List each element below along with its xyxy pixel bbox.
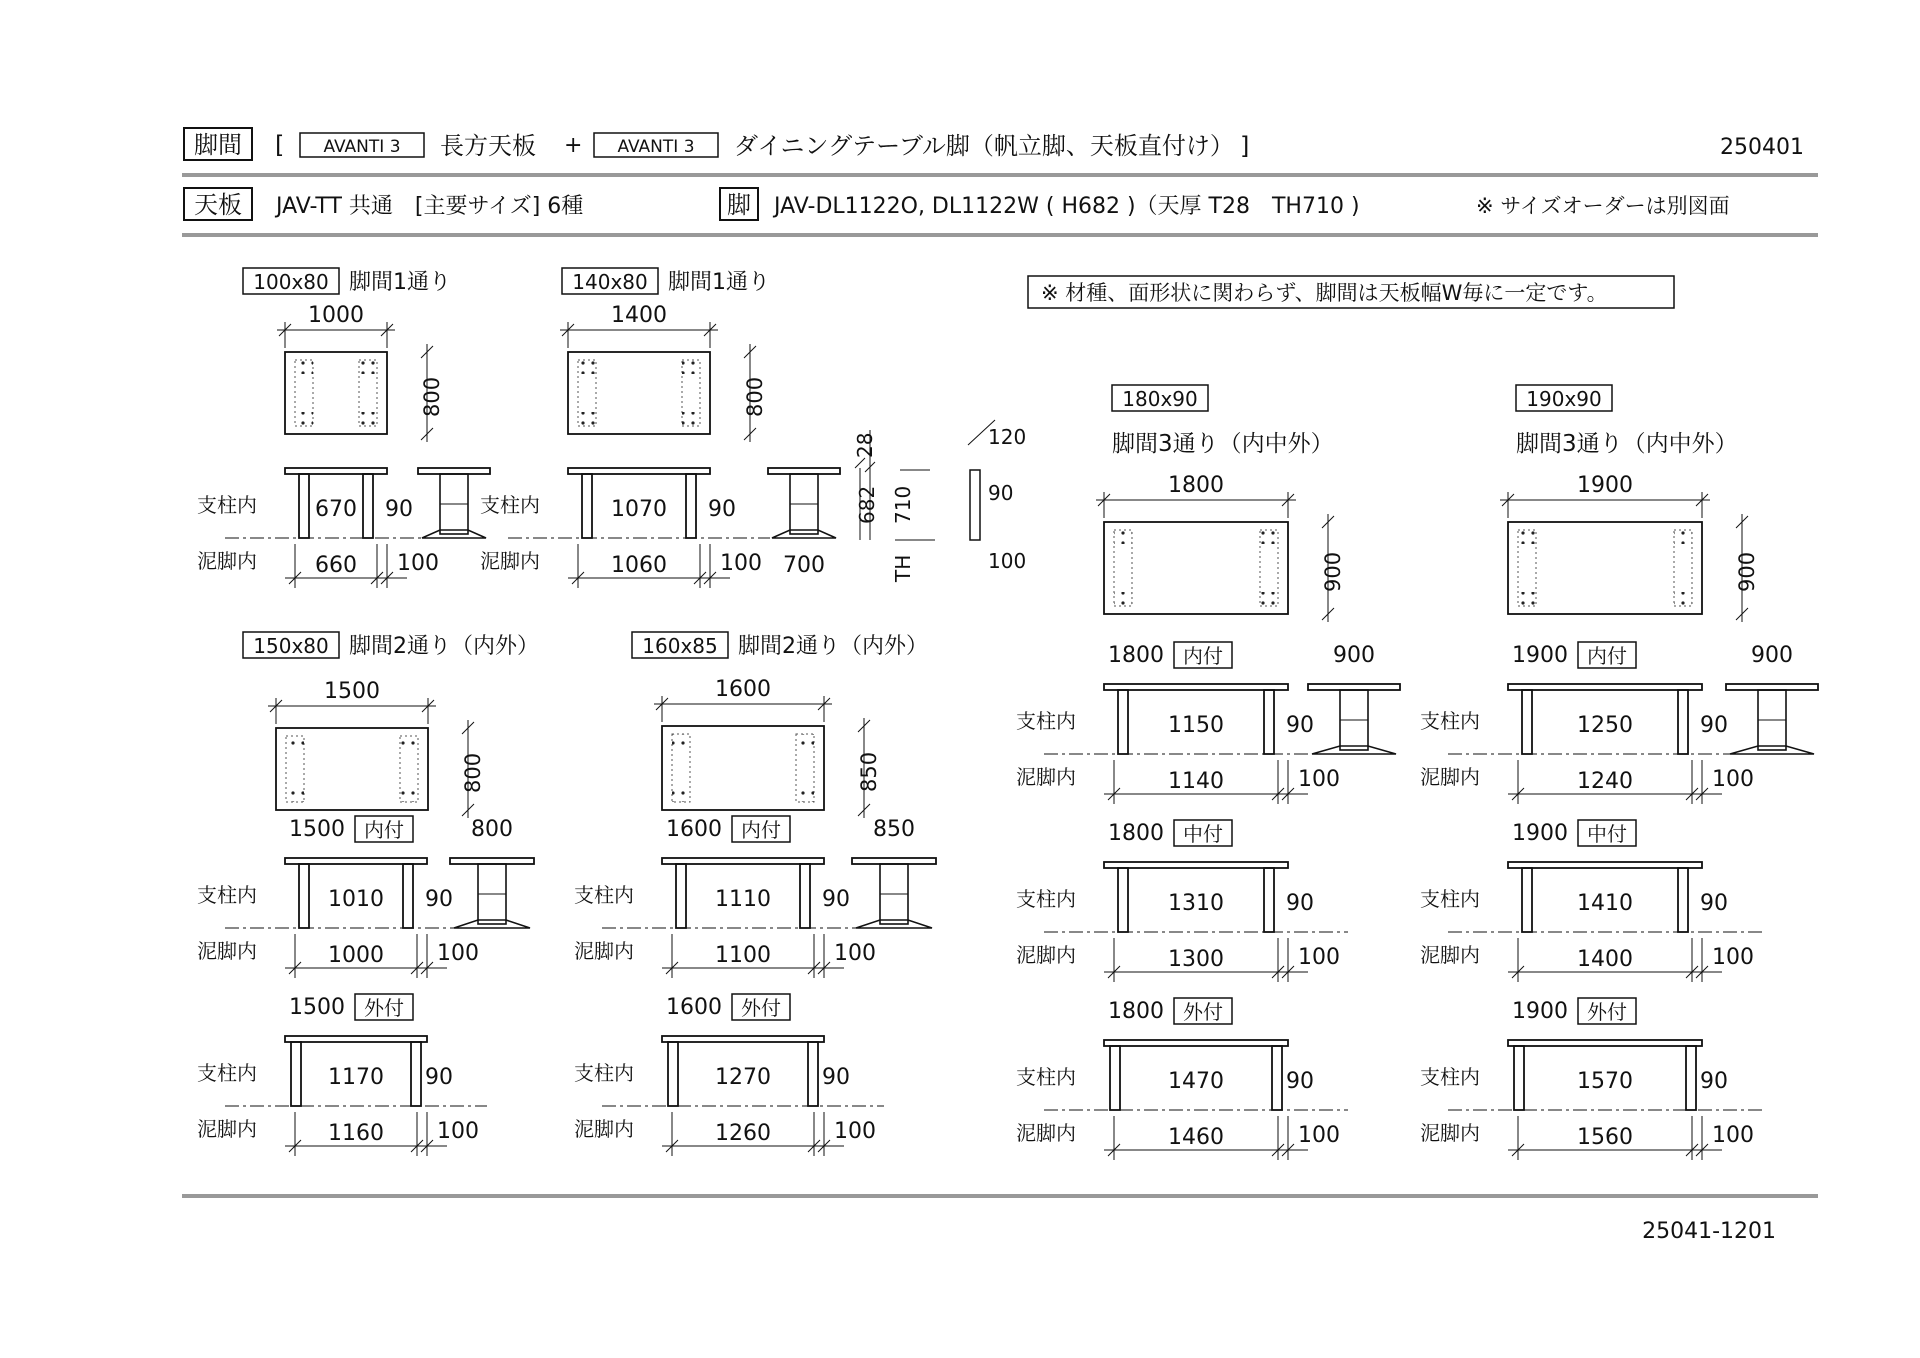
screw-holes [1518,530,1536,544]
width-dimension: 1500 [324,679,380,704]
post-dim: 90 [1286,1069,1314,1094]
mount-type-badge: 外付 [741,996,781,1020]
series-badge-1: AVANTI 3 [323,137,401,157]
screw-holes [295,360,313,374]
size-block-190x90 [1420,385,1818,1160]
leg-post [299,864,309,928]
foot-dim: 100 [1712,945,1754,970]
inner-post-label: 支柱内 [1420,709,1480,733]
leg-post [676,864,686,928]
post-inner-dim: 1170 [328,1065,384,1090]
width-dimension: 1400 [611,303,667,328]
leg-post [1264,868,1274,932]
depth-dimension: 800 [461,752,485,793]
footer [182,1196,1818,1244]
inner-foot-label: 泥脚内 [197,939,257,963]
size-block-150x80 [197,632,539,1156]
screw-holes [400,788,418,802]
leg-post [1264,690,1274,754]
foot-inner-dim: 1560 [1577,1125,1633,1150]
screw-holes [796,788,814,802]
leg-post [668,1042,678,1106]
size-block-160x85 [574,632,936,1156]
foot-inner-dim: 1260 [715,1121,771,1146]
post-inner-dim: 1010 [328,887,384,912]
screw-holes [1518,592,1536,606]
foot-inner-dim: 1000 [328,943,384,968]
side-foot-dim: 700 [783,553,825,578]
inner-post-label: 支柱内 [480,493,540,517]
tabletop-front [1508,684,1702,690]
tabletop-side [852,858,936,864]
header [182,128,1818,175]
depth-dimension: 900 [1321,551,1345,592]
tabletop-side [1726,684,1818,690]
size-block-180x90 [1016,385,1400,1160]
mount-type-badge: 外付 [1587,1000,1627,1024]
inner-foot-label: 泥脚内 [197,549,257,573]
screw-holes [1114,530,1132,544]
row-width: 1900 [1512,643,1568,668]
bracket-close: ] [1240,132,1250,160]
foot-inner-dim: 1140 [1168,769,1224,794]
mount-type-badge: 内付 [1587,644,1627,668]
leg-post [411,1042,421,1106]
inner-post-label: 支柱内 [574,883,634,907]
inner-foot-label: 泥脚内 [1016,1121,1076,1145]
screw-holes [286,788,304,802]
width-dimension: 1600 [715,677,771,702]
foot-dim: 100 [397,551,439,576]
leg-post [800,864,810,928]
inner-post-label: 支柱内 [574,1061,634,1085]
tabletop-front [285,1036,427,1042]
tabletop-front [285,858,427,864]
post-profile [970,470,980,540]
note-box [1028,276,1674,308]
depth-dimension: 900 [1735,551,1759,592]
post-inner-dim: 1250 [1577,713,1633,738]
foot-dim: 100 [1298,767,1340,792]
screw-holes [1114,592,1132,606]
leg-spacing-title: 脚間3通り（内中外） [1112,431,1334,457]
tabletop-front [1508,1040,1702,1046]
width-dimension: 1800 [1168,473,1224,498]
foot-inner-dim: 1300 [1168,947,1224,972]
depth-dimension: 850 [857,751,881,792]
post-dim: 90 [1286,891,1314,916]
tabletop-front [1104,684,1288,690]
screw-holes [672,734,690,748]
leg-post [686,474,696,538]
foot-dim: 100 [834,941,876,966]
inner-post-label: 支柱内 [1420,1065,1480,1089]
post-inner-dim: 1410 [1577,891,1633,916]
side-width-dim: 800 [471,817,513,842]
height-detail [853,420,1026,583]
screw-holes [1674,530,1692,544]
leg-post [363,474,373,538]
custom-size-note: ※ サイズオーダーは別図面 [1476,194,1730,218]
row-width: 1500 [289,817,345,842]
row-width: 1600 [666,817,722,842]
tabletop-front [1104,862,1288,868]
size-block-140x80 [480,268,840,588]
leg-spacing-title: 脚間1通り [349,270,451,295]
tabletop-front [662,858,824,864]
foot-inner-dim: 1400 [1577,947,1633,972]
depth-dimension: 800 [743,376,767,417]
mount-type-badge: 外付 [364,996,404,1020]
bracket-open: [ [275,131,285,159]
tabletop-side [418,468,490,474]
side-width-dim: 900 [1751,643,1793,668]
leg-spec: JAV-DL1122O, DL1122W ( H682 )（天厚 T28 TH710 ) [774,194,1360,219]
size-badge: 140x80 [572,270,648,294]
row-width: 1500 [289,995,345,1020]
leg-post [1522,868,1532,932]
leg-post [1522,690,1532,754]
foot-dim: 100 [1298,945,1340,970]
foot-dim: 100 [834,1119,876,1144]
mount-type-badge: 中付 [1183,822,1223,846]
inner-foot-label: 泥脚内 [574,939,634,963]
leg-post [291,1042,301,1106]
inner-post-label: 支柱内 [1420,887,1480,911]
screw-holes [796,734,814,748]
foot-dim: 100 [1712,1123,1754,1148]
screw-holes [682,412,700,426]
size-badge: 190x90 [1526,387,1602,411]
foot-inner-dim: 1460 [1168,1125,1224,1150]
foot-inner-dim: 1160 [328,1121,384,1146]
leg-post [1686,1046,1696,1110]
top-thickness-dim: 28 [853,432,877,458]
inner-post-label: 支柱内 [197,883,257,907]
leg-post [299,474,309,538]
leg-label: 脚 [727,191,751,219]
inner-foot-label: 泥脚内 [1420,943,1480,967]
note-text: ※ 材種、面形状に関わらず、脚間は天板幅W毎に一定です。 [1041,281,1608,305]
leg-spacing-title: 脚間2通り（内外） [349,634,539,659]
screw-holes [1260,592,1278,606]
post-inner-dim: 1570 [1577,1069,1633,1094]
header-code: 250401 [1720,135,1804,160]
mount-type-badge: 中付 [1587,822,1627,846]
inner-post-label: 支柱内 [197,1061,257,1085]
foot-inner-dim: 1240 [1577,769,1633,794]
size-badge: 160x85 [642,634,718,658]
row-width: 1800 [1108,643,1164,668]
post-inner-dim: 1070 [611,497,667,522]
foot-dim: 100 [720,551,762,576]
leg-post [1678,868,1688,932]
top-label: 天板 [194,191,242,219]
plus-sign: + [564,133,583,158]
screw-holes [1674,592,1692,606]
post-inner-dim: 1110 [715,887,771,912]
tabletop-side [768,468,840,474]
mount-type-badge: 内付 [364,818,404,842]
leg-spacing-title: 脚間2通り（内外） [738,634,928,659]
post-inner-dim: 1270 [715,1065,771,1090]
tabletop-front [1508,862,1702,868]
leg-spacing-label: 脚間 [194,131,242,159]
post-dim: 90 [425,887,453,912]
tabletop-front [1104,1040,1288,1046]
post-width-dim: 120 [988,425,1027,449]
screw-holes [295,412,313,426]
inner-post-label: 支柱内 [1016,709,1076,733]
total-height-dim: 710 [891,485,915,524]
inner-post-label: 支柱内 [197,493,257,517]
screw-holes [400,736,418,750]
screw-holes [359,360,377,374]
width-dimension: 1000 [308,303,364,328]
row-width: 1900 [1512,999,1568,1024]
post-inner-dim: 1150 [1168,713,1224,738]
inner-foot-label: 泥脚内 [1420,1121,1480,1145]
size-badge: 150x80 [253,634,329,658]
post-inner-dim: 1310 [1168,891,1224,916]
post-dim: 90 [822,1065,850,1090]
top-spec: JAV-TT 共通 [主要サイズ] 6種 [276,194,584,219]
size-badge: 100x80 [253,270,329,294]
tabletop-side [450,858,534,864]
screw-holes [682,360,700,374]
leg-post [1678,690,1688,754]
row-width: 1800 [1108,821,1164,846]
post-dim: 90 [822,887,850,912]
width-dimension: 1900 [1577,473,1633,498]
foot-width-dim: 100 [988,549,1027,573]
screw-holes [578,360,596,374]
tabletop-plan [1508,522,1702,614]
leg-post [808,1042,818,1106]
leg-post [1118,868,1128,932]
series-badge-2: AVANTI 3 [617,137,695,157]
post-dim: 90 [1286,713,1314,738]
leg-post [582,474,592,538]
post-depth-dim: 90 [988,481,1014,505]
row-width: 1800 [1108,999,1164,1024]
spec-line [182,188,1818,235]
leg-post [1110,1046,1120,1110]
mount-type-badge: 内付 [741,818,781,842]
foot-dim: 100 [437,1119,479,1144]
post-dim: 90 [425,1065,453,1090]
depth-dimension: 800 [420,376,444,417]
inner-post-label: 支柱内 [1016,1065,1076,1089]
inner-foot-label: 泥脚内 [197,1117,257,1141]
foot-dim: 100 [1298,1123,1340,1148]
post-dim: 90 [1700,891,1728,916]
foot-inner-dim: 1100 [715,943,771,968]
size-badge: 180x90 [1122,387,1198,411]
foot-inner-dim: 1060 [611,553,667,578]
screw-holes [672,788,690,802]
post-dim: 90 [1700,713,1728,738]
mount-type-badge: 外付 [1183,1000,1223,1024]
size-block-100x80 [197,268,490,588]
row-width: 1600 [666,995,722,1020]
screw-holes [1260,530,1278,544]
side-width-dim: 900 [1333,643,1375,668]
size-blocks [197,268,1818,1160]
leg-spacing-title: 脚間1通り [668,270,770,295]
inner-foot-label: 泥脚内 [574,1117,634,1141]
inner-foot-label: 泥脚内 [1016,943,1076,967]
leg-height-dim: 682 [855,485,879,524]
row-width: 1900 [1512,821,1568,846]
screw-holes [359,412,377,426]
side-width-dim: 850 [873,817,915,842]
post-inner-dim: 670 [315,497,357,522]
foot-dim: 100 [437,941,479,966]
leg-spacing-title: 脚間3通り（内中外） [1516,431,1738,457]
foot-dim: 100 [1712,767,1754,792]
screw-holes [286,736,304,750]
post-dim: 90 [708,497,736,522]
screw-holes [578,412,596,426]
inner-foot-label: 泥脚内 [480,549,540,573]
tabletop-side [1308,684,1400,690]
leg-post [403,864,413,928]
leg-name: ダイニングテーブル脚（帆立脚、天板直付け） [734,132,1234,160]
post-inner-dim: 1470 [1168,1069,1224,1094]
drawing-number: 25041-1201 [1642,1219,1776,1244]
post-dim: 90 [385,497,413,522]
mount-type-badge: 内付 [1183,644,1223,668]
top-name: 長方天板 [440,132,536,160]
tabletop-front [662,1036,824,1042]
inner-foot-label: 泥脚内 [1420,765,1480,789]
leg-post [1514,1046,1524,1110]
inner-foot-label: 泥脚内 [1016,765,1076,789]
th-label: TH [891,554,915,582]
leg-post [1118,690,1128,754]
post-dim: 90 [1700,1069,1728,1094]
inner-post-label: 支柱内 [1016,887,1076,911]
foot-inner-dim: 660 [315,553,357,578]
leg-post [1272,1046,1282,1110]
